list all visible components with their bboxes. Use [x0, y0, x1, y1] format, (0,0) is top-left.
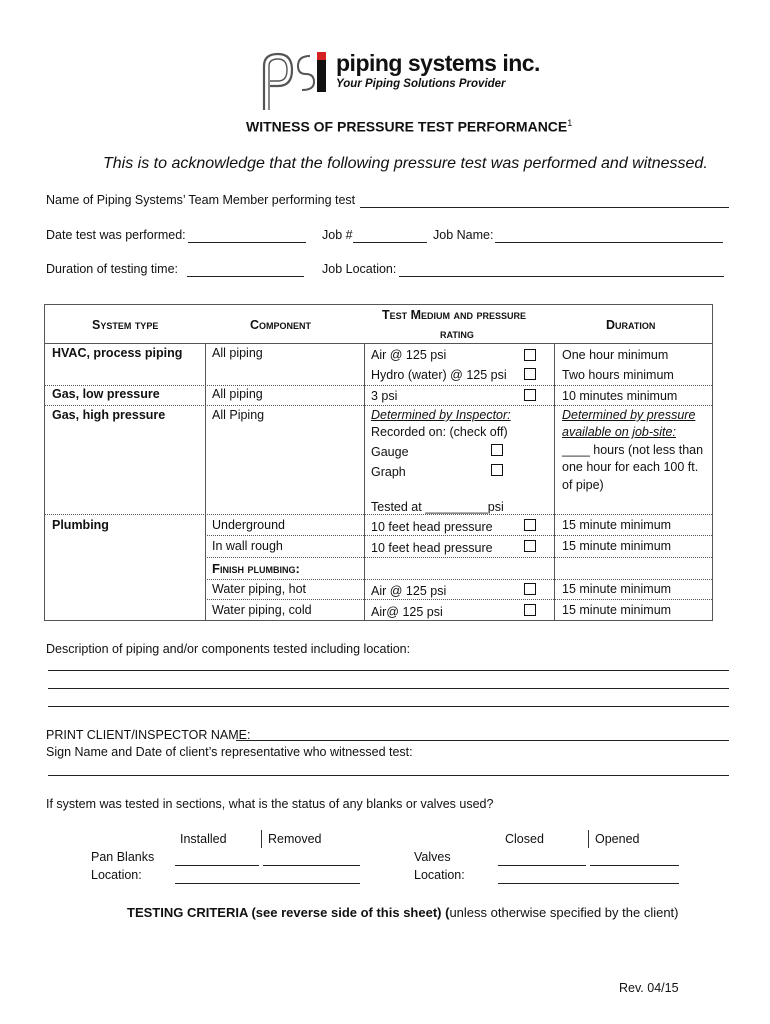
hvac-medium-air: Air @ 125 psi — [371, 348, 447, 362]
header-component: Component — [250, 318, 312, 332]
gas-high-duration-5: of pipe) — [562, 478, 604, 492]
gas-low-component: All piping — [212, 387, 263, 401]
job-location-line[interactable] — [399, 276, 724, 277]
graph-checkbox[interactable] — [491, 464, 503, 476]
valves-closed-line[interactable] — [498, 865, 586, 866]
duration-line[interactable] — [187, 276, 304, 277]
job-number-line[interactable] — [353, 242, 427, 243]
finish-plumbing-heading: Finish plumbing: — [212, 561, 300, 576]
team-member-label: Name of Piping Systems’ Team Member performing test — [46, 193, 356, 207]
gas-high-duration-4: one hour for each 100 ft. — [562, 460, 699, 474]
hvac-medium-hydro: Hydro (water) @ 125 psi — [371, 368, 507, 382]
pan-blanks-location-line[interactable] — [175, 883, 360, 884]
plumbing-medium-3: Air @ 125 psi — [371, 584, 447, 598]
hvac-component: All piping — [212, 346, 263, 360]
plumbing-duration-2: 15 minute minimum — [562, 539, 672, 553]
opened-header: Opened — [595, 832, 640, 846]
plumbing-medium-4: Air@ 125 psi — [371, 605, 443, 619]
print-name-label: PRINT CLIENT/INSPECTOR NAME: — [46, 728, 251, 742]
gas-high-duration-3: ____ hours (not less than — [562, 443, 704, 457]
gauge-label: Gauge — [371, 445, 409, 459]
gas-high-component: All Piping — [212, 408, 265, 422]
plumbing-comp-inwall: In wall rough — [212, 539, 283, 553]
gas-high-duration-2: available on job-site: — [562, 425, 676, 439]
row-divider-gas-low — [45, 405, 712, 406]
gas-high-medium-2: Recorded on: (check off) — [371, 425, 508, 439]
testing-criteria — [127, 905, 679, 920]
header-duration: Duration — [606, 318, 656, 332]
description-line-2[interactable] — [48, 688, 729, 689]
gas-high-medium-1: Determined by Inspector: — [371, 408, 511, 422]
company-tagline: Your Piping Solutions Provider — [336, 78, 506, 90]
plumbing-comp-hot: Water piping, hot — [212, 582, 307, 596]
gas-high-system: Gas, high pressure — [52, 408, 166, 422]
plumbing-comp-underground: Underground — [212, 518, 285, 532]
duration-label: Duration of testing time: — [46, 262, 179, 276]
job-name-label: Job Name: — [433, 228, 494, 242]
plumbing-medium-1: 10 feet head pressure — [371, 520, 493, 534]
tested-at: Tested at _________psi — [371, 500, 504, 514]
print-name-line[interactable] — [236, 740, 729, 741]
header-rating: rating — [440, 327, 474, 341]
plumbing-duration-4: 15 minute minimum — [562, 603, 672, 617]
gas-low-checkbox[interactable] — [524, 389, 536, 401]
valves-label: Valves — [414, 850, 451, 864]
revision-label: Rev. 04/15 — [619, 981, 679, 995]
plumbing-medium-2: 10 feet head pressure — [371, 541, 493, 555]
hvac-system: HVAC, process piping — [52, 346, 183, 360]
job-location-label: Job Location: — [322, 262, 397, 276]
row-divider-hot — [205, 599, 712, 600]
gauge-checkbox[interactable] — [491, 444, 503, 456]
plumbing-duration-1: 15 minute minimum — [562, 518, 672, 532]
pan-blanks-location-label: Location: — [91, 868, 142, 882]
plumbing-checkbox-1[interactable] — [524, 519, 536, 531]
hvac-duration-1: One hour minimum — [562, 348, 669, 362]
plumbing-checkbox-3[interactable] — [524, 583, 536, 595]
testing-criteria-normal: unless otherwise specified by the client) — [449, 905, 679, 920]
psi-logo-mark — [258, 44, 330, 114]
gas-high-duration-1: Determined by pressure — [562, 408, 696, 422]
gas-low-medium: 3 psi — [371, 389, 398, 403]
pan-blanks-removed-line[interactable] — [263, 865, 360, 866]
plumbing-system: Plumbing — [52, 518, 109, 532]
row-divider-finish — [205, 579, 712, 580]
row-divider-gas-high — [45, 514, 712, 515]
plumbing-checkbox-2[interactable] — [524, 540, 536, 552]
description-line-3[interactable] — [48, 706, 729, 707]
company-name: piping systems inc. — [336, 50, 540, 76]
blanks-col-divider — [261, 830, 262, 848]
date-label: Date test was performed: — [46, 228, 186, 242]
valves-col-divider — [588, 830, 589, 848]
testing-criteria-bold: TESTING CRITERIA (see reverse side of this sheet) ( — [127, 905, 450, 920]
description-label: Description of piping and/or components tested including location: — [46, 642, 411, 656]
row-divider-hvac — [45, 385, 712, 386]
header-system-type: System type — [92, 318, 159, 332]
plumbing-comp-cold: Water piping, cold — [212, 603, 312, 617]
plumbing-duration-3: 15 minute minimum — [562, 582, 672, 596]
pan-blanks-installed-line[interactable] — [175, 865, 259, 866]
plumbing-checkbox-4[interactable] — [524, 604, 536, 616]
job-name-line[interactable] — [495, 242, 723, 243]
job-number-label: Job # — [322, 228, 353, 242]
removed-header: Removed — [268, 832, 322, 846]
gas-low-system: Gas, low pressure — [52, 387, 160, 401]
hvac-air-checkbox[interactable] — [524, 349, 536, 361]
hvac-hydro-checkbox[interactable] — [524, 368, 536, 380]
company-logo — [258, 44, 540, 114]
valves-opened-line[interactable] — [590, 865, 679, 866]
team-member-line[interactable] — [360, 207, 729, 208]
row-divider-plumb-1 — [205, 535, 712, 536]
valves-location-label: Location: — [414, 868, 465, 882]
pan-blanks-label: Pan Blanks — [91, 850, 155, 864]
description-line-1[interactable] — [48, 670, 729, 671]
graph-label: Graph — [371, 465, 406, 479]
sections-question: If system was tested in sections, what is the status of any blanks or valves used? — [46, 797, 494, 811]
row-divider-plumb-2 — [205, 557, 712, 558]
date-line[interactable] — [188, 242, 306, 243]
closed-header: Closed — [505, 832, 544, 846]
installed-header: Installed — [180, 832, 227, 846]
sign-line[interactable] — [48, 775, 729, 776]
title-footnote: 1 — [567, 118, 573, 128]
header-divider — [45, 343, 712, 344]
gas-low-duration: 10 minutes minimum — [562, 389, 678, 403]
page-title-text: WITNESS OF PRESSURE TEST PERFORMANCE — [246, 118, 568, 135]
page-title — [246, 118, 572, 135]
valves-location-line[interactable] — [498, 883, 679, 884]
header-test-medium: Test Medium and pressure — [382, 308, 526, 322]
sign-label: Sign Name and Date of client’s representative who witnessed test: — [46, 745, 413, 759]
hvac-duration-2: Two hours minimum — [562, 368, 674, 382]
intro-statement: This is to acknowledge that the following pressure test was performed and witnessed. — [103, 155, 708, 172]
